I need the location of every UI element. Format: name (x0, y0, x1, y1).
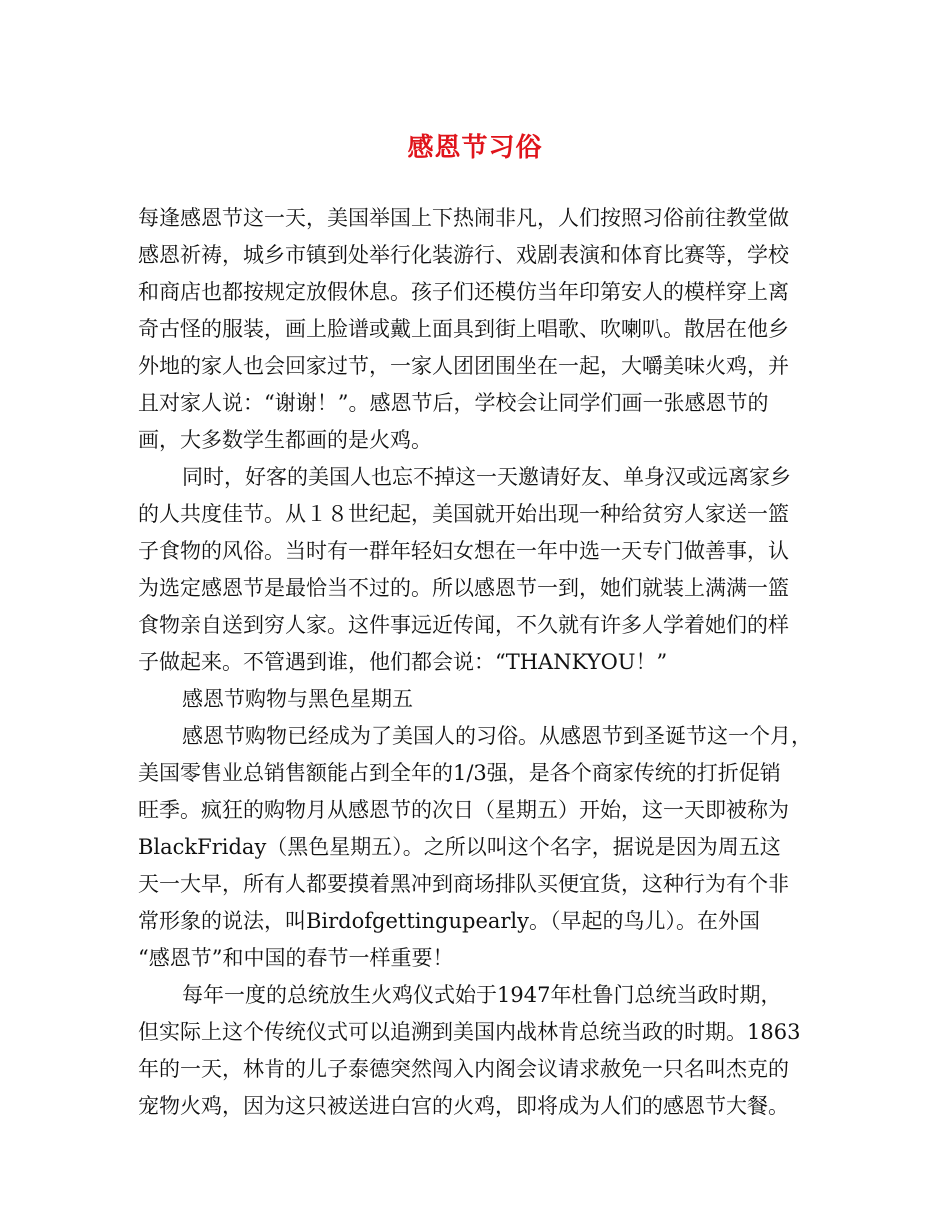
document-body (138, 200, 823, 1125)
text-line: 年的一天，林肯的儿子泰德突然闯入内阁会议请求赦免一只名叫杰克的 (138, 1057, 789, 1081)
text-line: 外地的家人也会回家过节，一家人团团围坐在一起，大嚼美味火鸡，并 (138, 354, 789, 378)
text-line: 画，大多数学生都画的是火鸡。 (138, 428, 432, 452)
text-line: 常形象的说法，叫Birdofgettingupearly。（早起的鸟儿）。在外国 (138, 909, 761, 933)
text-line: 感恩祈祷，城乡市镇到处举行化装游行、戏剧表演和体育比赛等，学校 (138, 243, 789, 267)
text-line: BlackFriday（黑色星期五）。之所以叫这个名字，据说是因为周五这 (138, 835, 781, 859)
text-line: 子做起来。不管遇到谁，他们都会说：“THANKYOU！” (138, 650, 668, 674)
document-title: 感恩节习俗 (407, 133, 543, 163)
text-line: 的人共度佳节。从１８世纪起，美国就开始出现一种给贫穷人家送一篮 (138, 502, 789, 526)
text-line: 旺季。疯狂的购物月从感恩节的次日（星期五）开始，这一天即被称为 (138, 798, 789, 822)
text-line: 同时，好客的美国人也忘不掉这一天邀请好友、单身汉或远离家乡 (182, 465, 791, 489)
text-line: 每逢感恩节这一天，美国举国上下热闹非凡，人们按照习俗前往教堂做 (138, 206, 789, 230)
text-line: 子食物的风俗。当时有一群年轻妇女想在一年中选一天专门做善事，认 (138, 539, 789, 563)
text-line: 天一大早，所有人都要摸着黑冲到商场排队买便宜货，这种行为有个非 (138, 872, 789, 896)
paragraph (138, 200, 823, 459)
text-line: “感恩节”和中国的春节一样重要！ (138, 946, 454, 970)
text-line: 美国零售业总销售额能占到全年的1/3强，是各个商家传统的打折促销 (138, 761, 781, 785)
text-line: 感恩节购物与黑色星期五 (182, 687, 413, 711)
text-line: 每年一度的总统放生火鸡仪式始于1947年杜鲁门总统当政时期， (182, 983, 782, 1007)
paragraph (138, 718, 823, 977)
text-line: 且对家人说：“谢谢！”。感恩节后，学校会让同学们画一张感恩节的 (138, 391, 769, 415)
text-line: 和商店也都按规定放假休息。孩子们还模仿当年印第安人的模样穿上离 (138, 280, 789, 304)
text-line: 感恩节购物已经成为了美国人的习俗。从感恩节到圣诞节这一个月， (182, 724, 812, 748)
paragraph (138, 681, 823, 718)
text-line: 宠物火鸡，因为这只被送进白宫的火鸡，即将成为人们的感恩节大餐。 (138, 1094, 789, 1118)
paragraph (138, 977, 823, 1125)
paragraph (138, 459, 823, 681)
text-line: 食物亲自送到穷人家。这件事远近传闻，不久就有许多人学着她们的样 (138, 613, 789, 637)
text-line: 为选定感恩节是最恰当不过的。所以感恩节一到，她们就装上满满一篮 (138, 576, 789, 600)
text-line: 但实际上这个传统仪式可以追溯到美国内战林肯总统当政的时期。1863 (138, 1020, 801, 1044)
text-line: 奇古怪的服装，画上脸谱或戴上面具到街上唱歌、吹喇叭。散居在他乡 (138, 317, 789, 341)
